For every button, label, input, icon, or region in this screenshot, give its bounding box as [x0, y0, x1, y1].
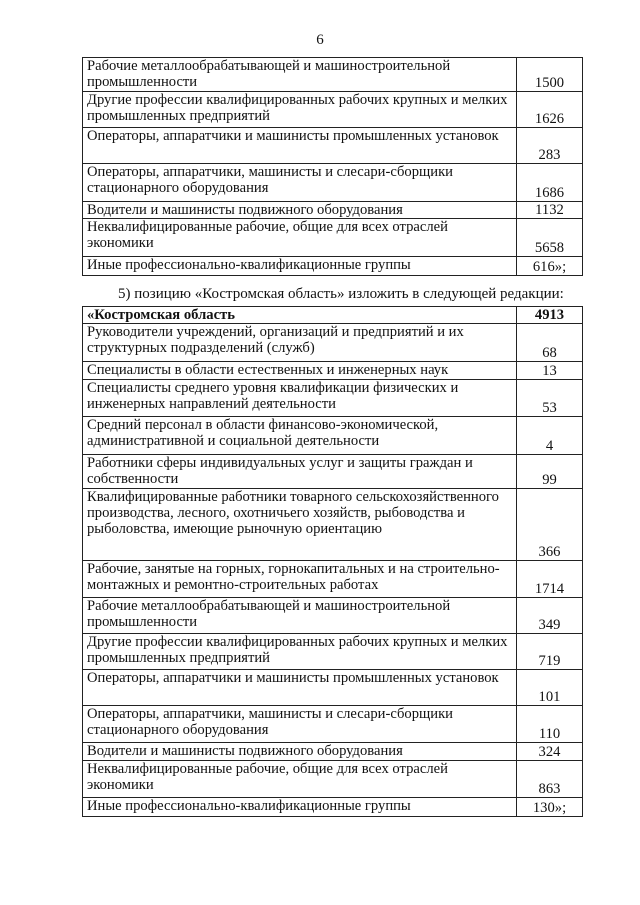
profession-group-cell: Рабочие металлообрабатывающей и машиностроительной промышленности	[83, 58, 517, 92]
count-cell: 4	[517, 417, 583, 455]
profession-group-cell: Руководители учреждений, организаций и предприятий и их структурных подразделений (служб)	[83, 324, 517, 362]
profession-group-cell: Другие профессии квалифицированных рабочих крупных и мелких промышленных предприятий	[83, 92, 517, 128]
table-row	[83, 598, 583, 634]
profession-group-cell: Операторы, аппаратчики и машинисты промышленных установок	[83, 128, 517, 164]
table-row	[83, 761, 583, 798]
profession-group-cell: Другие профессии квалифицированных рабочих крупных и мелких промышленных предприятий	[83, 634, 517, 670]
table-row	[83, 417, 583, 455]
profession-group-cell: Неквалифицированные рабочие, общие для всех отраслей экономики	[83, 761, 517, 798]
count-cell: 1714	[517, 561, 583, 598]
profession-group-cell: Неквалифицированные рабочие, общие для всех отраслей экономики	[83, 219, 517, 257]
count-cell: 283	[517, 128, 583, 164]
count-cell: 1500	[517, 58, 583, 92]
profession-group-cell: Специалисты среднего уровня квалификации физических и инженерных направлений деятельности	[83, 380, 517, 417]
table-row	[83, 128, 583, 164]
table-row	[83, 706, 583, 743]
count-cell: 130»;	[517, 798, 583, 817]
count-cell: 616»;	[517, 257, 583, 276]
profession-group-cell: Рабочие металлообрабатывающей и машиностроительной промышленности	[83, 598, 517, 634]
page-number: 6	[316, 32, 324, 48]
table-row	[83, 670, 583, 706]
profession-group-cell: Водители и машинисты подвижного оборудования	[83, 743, 517, 761]
table-row	[83, 743, 583, 761]
kostroma-region-table	[82, 306, 583, 817]
table-row	[83, 380, 583, 417]
table-row	[83, 362, 583, 380]
table-row	[83, 257, 583, 276]
kostroma-region-table-body	[83, 307, 583, 817]
count-cell: 101	[517, 670, 583, 706]
amendment-intro-text: 5) позицию «Костромская область» изложить в следующей редакции:	[118, 286, 564, 302]
table-row	[83, 489, 583, 561]
table-row	[83, 561, 583, 598]
table-row	[83, 164, 583, 202]
profession-table-1	[82, 57, 583, 276]
profession-group-cell: Операторы, аппаратчики, машинисты и слесари-сборщики стационарного оборудования	[83, 706, 517, 743]
profession-group-cell: Работники сферы индивидуальных услуг и защиты граждан и собственности	[83, 455, 517, 489]
table-row	[83, 324, 583, 362]
table-row	[83, 455, 583, 489]
count-cell: 5658	[517, 219, 583, 257]
count-cell: 324	[517, 743, 583, 761]
table-row	[83, 202, 583, 219]
profession-group-cell: Иные профессионально-квалификационные группы	[83, 257, 517, 276]
region-total-cell: 4913	[517, 307, 583, 324]
count-cell: 68	[517, 324, 583, 362]
count-cell: 863	[517, 761, 583, 798]
count-cell: 719	[517, 634, 583, 670]
region-name-cell: «Костромская область	[83, 307, 517, 324]
profession-group-cell: Операторы, аппаратчики и машинисты промышленных установок	[83, 670, 517, 706]
region-header-row	[83, 307, 583, 324]
profession-group-cell: Иные профессионально-квалификационные группы	[83, 798, 517, 817]
count-cell: 1132	[517, 202, 583, 219]
table-row	[83, 92, 583, 128]
count-cell: 1686	[517, 164, 583, 202]
table-row	[83, 634, 583, 670]
profession-group-cell: Операторы, аппаратчики, машинисты и слесари-сборщики стационарного оборудования	[83, 164, 517, 202]
count-cell: 1626	[517, 92, 583, 128]
count-cell: 13	[517, 362, 583, 380]
count-cell: 349	[517, 598, 583, 634]
profession-table-1-body	[83, 58, 583, 276]
count-cell: 53	[517, 380, 583, 417]
profession-group-cell: Специалисты в области естественных и инженерных наук	[83, 362, 517, 380]
table-row	[83, 798, 583, 817]
profession-group-cell: Рабочие, занятые на горных, горнокапитальных и на строительно-монтажных и ремонтно-строительных работах	[83, 561, 517, 598]
count-cell: 110	[517, 706, 583, 743]
profession-group-cell: Средний персонал в области финансово-экономической, административной и социальной деятельности	[83, 417, 517, 455]
profession-group-cell: Водители и машинисты подвижного оборудования	[83, 202, 517, 219]
profession-group-cell: Квалифицированные работники товарного сельскохозяйственного производства, лесного, охотничьего хозяйств, рыбоводства и рыболовства, имеющие рыночную ориентацию	[83, 489, 517, 561]
count-cell: 99	[517, 455, 583, 489]
table-row	[83, 58, 583, 92]
table-row	[83, 219, 583, 257]
count-cell: 366	[517, 489, 583, 561]
